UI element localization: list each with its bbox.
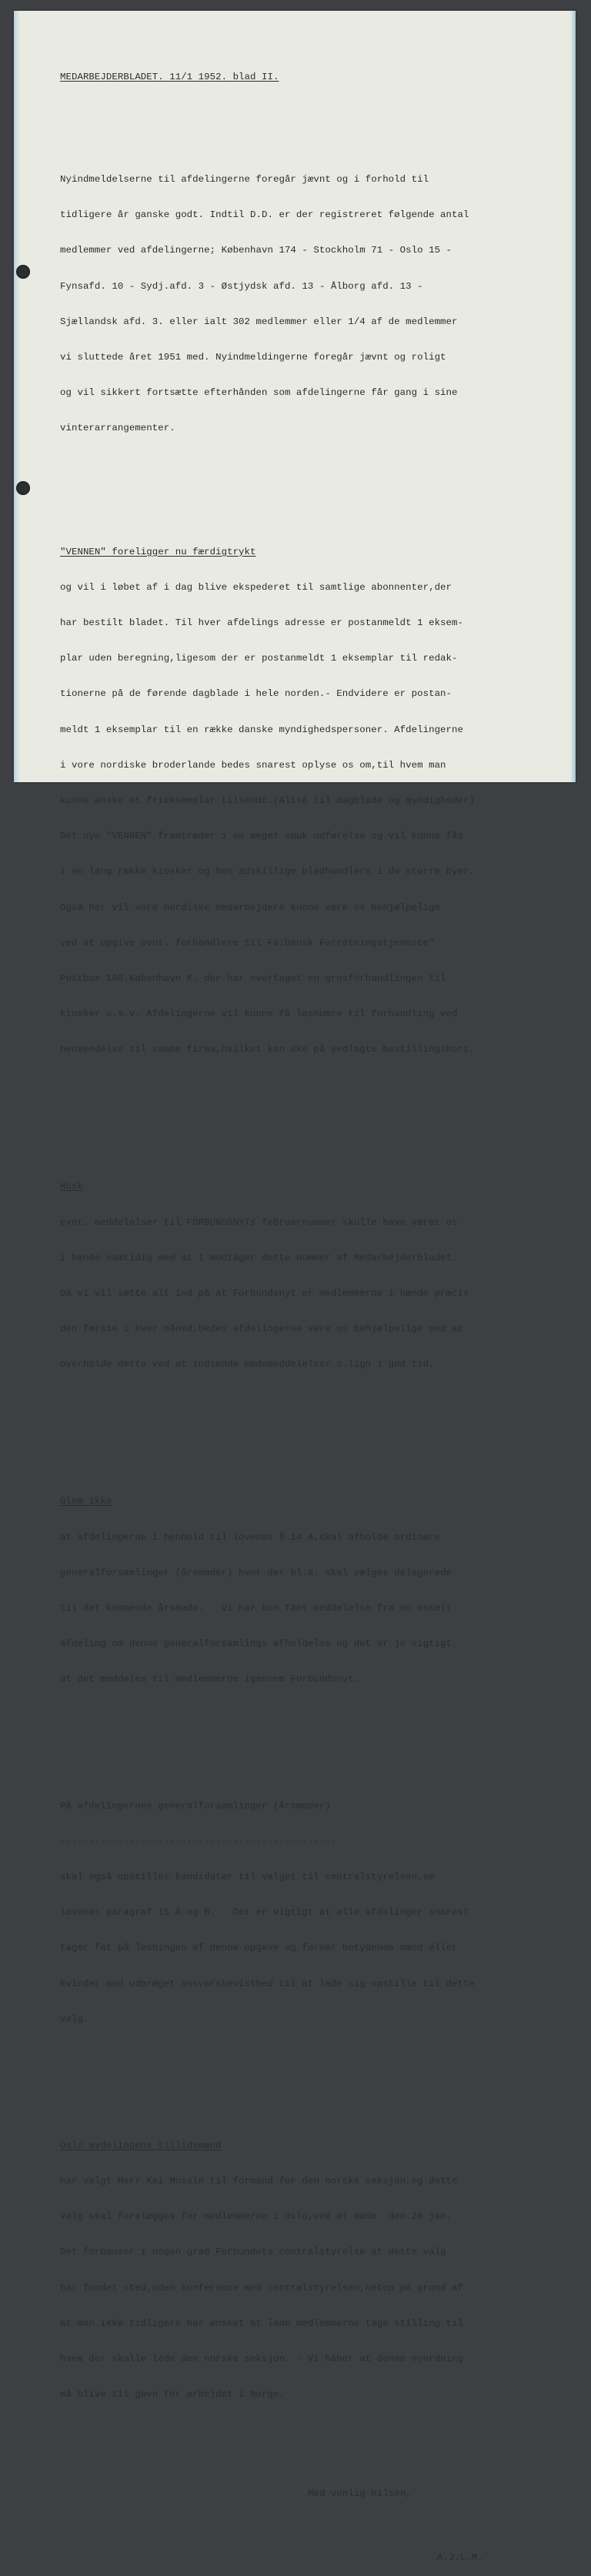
punch-hole-lower — [16, 481, 30, 495]
text-line: Fynsafd. 10 - Sydj.afd. 3 - Østjydsk afd. 13 - Ålborg afd. 13 - — [60, 280, 423, 292]
text-line: Nyindmeldelserne til afdelingerne foregår jævnt og i forhold til — [60, 174, 429, 186]
section-heading: Oslo avdelingens tillidsmænd — [60, 2139, 222, 2151]
text-line: Det nye "VENNEN" fremtræder i en meget smuk udførelse og vil kunne fås — [60, 831, 463, 842]
text-line: Sjællandsk afd. 3. eller ialt 302 medlemmer eller 1/4 af de medlemmer — [60, 316, 458, 327]
paragraph-generalforsamlinger — [60, 1777, 569, 2049]
document-title: MEDARBEJDERBLADET. 11/1 1952. blad II. — [60, 71, 279, 82]
text-line: tidligere år ganske godt. Indtil D.D. er der registreret følgende antal — [60, 209, 469, 221]
text-line: at det meddeles til medlemmerne igennem Forbundsnyt. — [60, 1674, 360, 1685]
paragraph-oslo — [60, 2116, 569, 2424]
paragraph-membership — [60, 150, 569, 458]
text-line: valg. — [60, 2013, 89, 2025]
text-line: Da vi vil sætte alt ind på at Forbundsnyt er medlemmerne i hænde præcis — [60, 1288, 469, 1300]
text-line: har fundet sted,uden konference med centralstyrelsen,netop på grund af — [60, 2282, 463, 2293]
text-line: plar uden beregning,ligesom der er postanmeldt 1 eksemplar til redak- — [60, 653, 458, 664]
text-line: meldt 1 eksemplar til en række danske myndighedspersoner. Afdelingerne — [60, 724, 463, 735]
signature-initials: A.J.L.M. — [437, 2552, 483, 2564]
text-line: afdeling om denne generalforsamlings afholdelse og det er jo vigtigt — [60, 1638, 452, 1650]
section-heading: På afdelingernes generalforsamlinger (Årsmøder) — [60, 1800, 331, 1812]
text-line: lovenes paragraf 15 A og B. - Det er vigtigt at alle afdelinger snarest — [60, 1907, 469, 1919]
paragraph-glem-ikke — [60, 1473, 569, 1710]
text-line: skal også opstilles kandidater til valget til centralstyrelsen,se — [60, 1871, 435, 1882]
text-line: må blive til gavn for arbejdet i Norge. — [60, 2389, 285, 2400]
text-line: har valgt Herr Kai Mossin til formand for den norske seksjon,og dette — [60, 2176, 458, 2186]
text-line: den første i hver måned,bedes afdelingerne være os behjælpelige med at — [60, 1323, 463, 1335]
text-line: overholde dette ved at indsende mødemeddelelser o.lign i god tid. — [60, 1359, 435, 1370]
text-line: ved at opgive evnt. forhandlere til Fa:Dansk Forretningstjeneste" — [60, 937, 435, 948]
text-line: generalforsamlinger (årsmøder) hvor der bl.a. skal vælges delegerede — [60, 1567, 452, 1578]
text-line: tionerne på de førende dagblade i hele norden.- Endvidere er postan- — [60, 688, 452, 700]
paper-right-edge — [570, 11, 576, 782]
text-line: tager fat på løsningen af denne opgave og formår betydende mænd eller — [60, 1942, 458, 1954]
text-line: at afdelingerne i henhold til lovenes § 14 A,skal afholde ordinære — [60, 1531, 441, 1543]
typewritten-letter — [60, 48, 569, 2576]
text-line: vinterarrangementer. — [60, 423, 175, 434]
text-line: Det forbauser i nogen grad Forbundets centralstyrelse at dette valg — [60, 2246, 446, 2258]
closing-greeting: Med venlig hilsen, — [308, 2488, 412, 2500]
text-line: medlemmer ved afdelingerne; København 174 - Stockholm 71 - Oslo 15 - — [60, 245, 452, 256]
text-line: kunne ønske et frieksemplar tilsendt.(Altså til dagblade og myndigheder) — [60, 795, 475, 806]
text-line: hvem der skulle lede den norske seksjon. - Vi håber at denne nyordning — [60, 2354, 463, 2365]
text-line: og vil sikkert fortsætte efterhånden som afdelingerne får gang i sine — [60, 387, 458, 399]
text-line: til det kommende årsmøde. Vi har kun fået meddelelse fra en enkelt — [60, 1603, 452, 1614]
text-line: henvendelse til samme firma,hvilket kan ske på vedlagte bestillingskort. — [60, 1044, 475, 1055]
text-line: i en lang række kiosker og hos adskillige bladhandlere i de større byer. — [60, 866, 475, 878]
section-heading: Husk — [60, 1181, 83, 1193]
text-line: evnt. meddelelser til FORBUNDSNYTs februarnummer skulle have været os — [60, 1216, 458, 1228]
text-line: i hænde samtidig med at I modtager dette nummer af Medarbejderbladet. — [60, 1252, 458, 1263]
text-line: kiosker o.s.v. Afdelingerne vil kunne få løsnumre til forhandling ved — [60, 1009, 458, 1020]
text-line: Også her vil vore nordiske medarbejdere kunne være os behjælpelige — [60, 902, 441, 913]
text-line: at man ikke tidligere har ønsket at lade medlemmerne tage stilling til — [60, 2317, 463, 2329]
text-line: i vore nordiske broderlande bedes snarest oplyse os om,til hvem man — [60, 759, 446, 771]
section-heading: Glem ikke — [60, 1496, 112, 1507]
text-line: valg skal forelægges for medlemmerne i Oslo,ved et møde den 26 jan. — [60, 2211, 452, 2223]
text-line: kvinder med udpræget ansvarsbevisthed til at lade sig opstille til dette — [60, 1978, 475, 1989]
paragraph-husk — [60, 1158, 569, 1395]
dashed-rule: ------------------------------------------------ — [60, 1835, 337, 1847]
section-heading: "VENNEN" foreligger nu færdigtrykt — [60, 546, 256, 557]
text-line: har bestilt bladet. Til hver afdelings adresse er postanmeldt 1 eksem- — [60, 617, 463, 628]
text-line: vi sluttede året 1951 med. Nyindmeldingerne foregår jævnt og roligt — [60, 352, 446, 363]
punch-hole-upper — [16, 265, 30, 279]
text-line: Postbox 108.København K. der har overtaget en grosforhandlingen til — [60, 972, 446, 984]
paper-left-edge — [14, 11, 20, 782]
paragraph-vennen — [60, 523, 569, 1080]
text-line: og vil i løbet af i dag blive ekspederet til samtlige abonnenter,der — [60, 581, 452, 593]
